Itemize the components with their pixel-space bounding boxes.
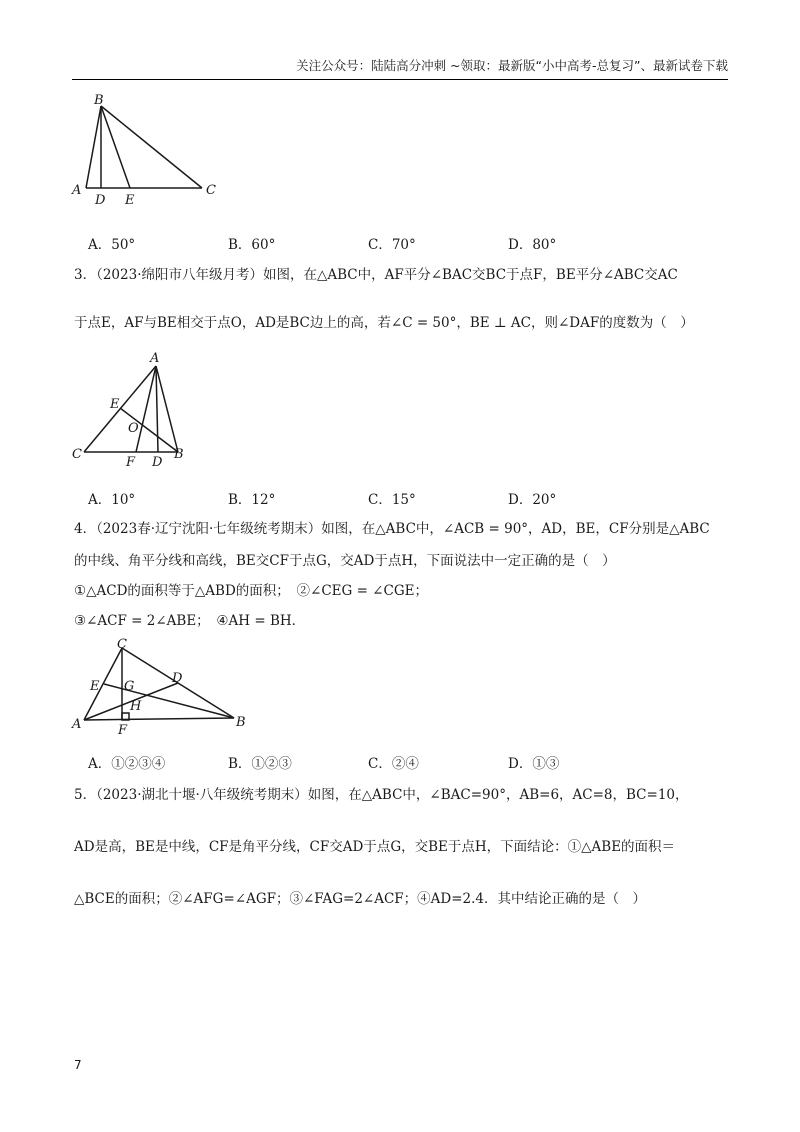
label-D: D xyxy=(95,193,106,208)
q2-options xyxy=(88,233,648,253)
q3-label-F: F xyxy=(126,455,136,470)
q3-option-a[interactable]: A．10° xyxy=(88,492,136,508)
q4-option-d[interactable]: D．①③ xyxy=(508,756,560,772)
q4-label-C: C xyxy=(117,637,127,652)
q4-line-4: ③∠ACF = 2∠ABE； ④AH = BH． xyxy=(74,613,306,629)
q3-label-C: C xyxy=(72,447,82,462)
q5-line-3: △BCE的面积；②∠AFG=∠AGF；③∠FAG=2∠ACF；④AD=2.4．其中结论正确的是（ ） xyxy=(74,891,647,907)
label-C: C xyxy=(206,183,216,198)
q4-line-2: 的中线、角平分线和高线，BE交CF于点G，交AD于点H，下面说法中一定正确的是（ ） xyxy=(74,553,616,569)
page-number: 7 xyxy=(74,1058,82,1072)
q3-label-B: B xyxy=(174,447,184,462)
q4-label-D: D xyxy=(172,671,183,686)
page-header: 关注公众号：陆陆高分冲刺 ~领取：最新版“小中高考-总复习”、最新试卷下载 xyxy=(72,56,728,80)
q5-line-2: AD是高，BE是中线，CF是角平分线，CF交AD于点G，交BE于点H，下面结论：①△ABE的面积＝ xyxy=(74,839,676,855)
q4-label-G: G xyxy=(124,679,135,694)
q4-label-H: H xyxy=(130,699,142,714)
q4-line-3: ①△ACD的面积等于△ABD的面积； ②∠CEG = ∠CGE； xyxy=(74,583,428,599)
q3-label-D: D xyxy=(152,455,163,470)
q2-option-a[interactable]: A．50° xyxy=(88,237,136,253)
q3-option-d[interactable]: D．20° xyxy=(508,492,557,508)
q4-label-B: B xyxy=(236,715,246,730)
q4-option-b[interactable]: B．①②③ xyxy=(228,756,292,772)
q4-option-c[interactable]: C．②④ xyxy=(368,756,419,772)
q5-line-1: 5．（2023·湖北十堰·八年级统考期末）如图，在△ABC中，∠BAC=90°，AB=6，AC=8，BC=10， xyxy=(74,787,689,803)
label-A: A xyxy=(72,183,82,198)
q3-line-1: 3．（2023·绵阳市八年级月考）如图，在△ABC中，AF平分∠BAC交BC于点F，BE平分∠ABC交AC xyxy=(74,267,678,283)
q2-option-d[interactable]: D．80° xyxy=(508,237,557,253)
q3-option-b[interactable]: B．12° xyxy=(228,492,276,508)
q3-label-O: O xyxy=(128,421,139,436)
q2-option-c[interactable]: C．70° xyxy=(368,237,416,253)
q3-options xyxy=(88,488,648,508)
q4-label-E: E xyxy=(90,679,100,694)
q4-label-F: F xyxy=(118,723,128,738)
q4-option-a[interactable]: A．①②③④ xyxy=(88,756,166,772)
q4-line-1: 4．（2023春·辽宁沈阳·七年级统考期末）如图，在△ABC中，∠ACB = 90°，AD，BE，CF分别是△ABC xyxy=(74,521,710,537)
q4-label-A: A xyxy=(72,717,82,732)
q3-label-E: E xyxy=(110,397,120,412)
figure-1 xyxy=(66,92,266,212)
label-E: E xyxy=(125,193,135,208)
q3-option-c[interactable]: C．15° xyxy=(368,492,416,508)
q3-line-2: 于点E，AF与BE相交于点O，AD是BC边上的高，若∠C = 50°，BE ⊥ AC，则∠DAF的度数为（ ） xyxy=(74,315,694,331)
figure-4 xyxy=(66,636,266,746)
q2-option-b[interactable]: B．60° xyxy=(228,237,276,253)
figure-3 xyxy=(68,346,228,476)
q3-label-A: A xyxy=(150,351,160,366)
q4-options xyxy=(88,752,648,772)
label-B: B xyxy=(94,93,104,108)
